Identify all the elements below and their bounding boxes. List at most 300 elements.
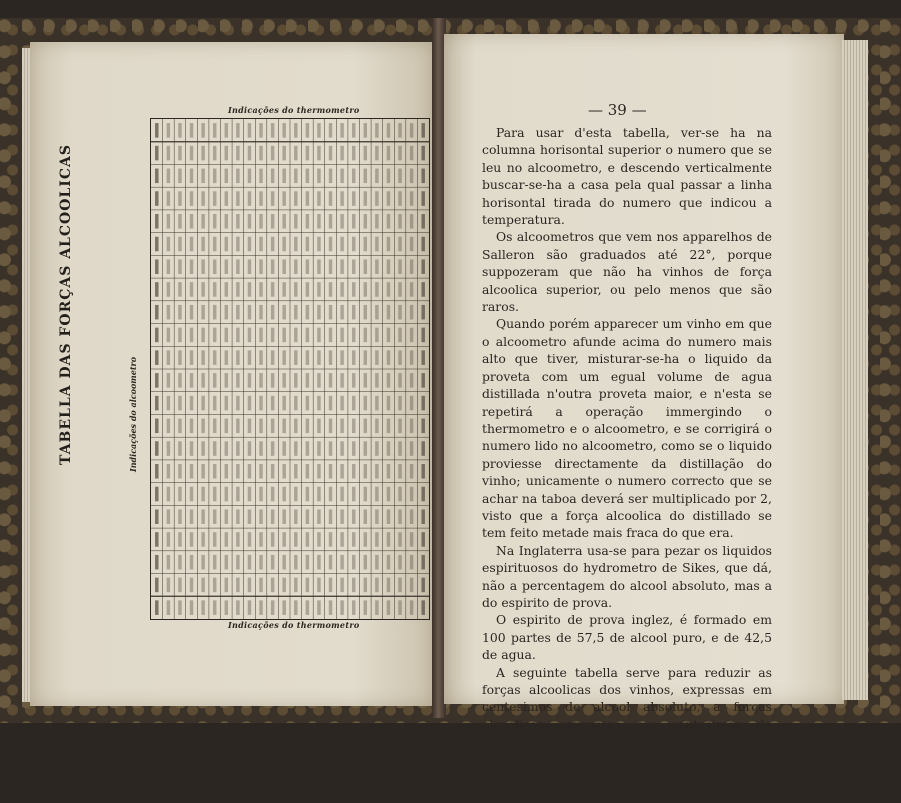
table-cell-print xyxy=(225,509,228,524)
table-cell-print xyxy=(248,373,251,388)
table-cell-print xyxy=(178,259,181,274)
table-cell-print xyxy=(167,305,170,320)
table-cell-print xyxy=(282,214,285,229)
table-cell-print xyxy=(155,123,158,138)
table-cell-print xyxy=(282,328,285,343)
paragraph: Para usar d'esta tabella, ver-se ha na columna horisontal superior o numero que se leu no alcoometro, e descendo verticalmente buscar-se-ha a casa pela qual passar a linha horisontal tirada do numero que indicou a temperatura. xyxy=(482,125,772,228)
table-cell-print xyxy=(225,282,228,297)
table-cell-print xyxy=(387,259,390,274)
table-cell-print xyxy=(340,328,343,343)
table-cell-print xyxy=(201,419,204,434)
table-cell-print xyxy=(190,532,193,547)
table-cell-print xyxy=(213,350,216,365)
table-cell-print xyxy=(306,328,309,343)
table-cell-print xyxy=(190,305,193,320)
table-cell-print xyxy=(364,191,367,206)
table-cell-print xyxy=(190,487,193,502)
table-cell-print xyxy=(178,555,181,570)
table-cell-print xyxy=(167,532,170,547)
table-cell-print xyxy=(271,123,274,138)
table-cell-print xyxy=(375,509,378,524)
table-cell-print xyxy=(259,214,262,229)
table-cell-print xyxy=(421,487,424,502)
paragraph: Na Inglaterra usa-se para pezar os liquidos espirituosos do hydrometro de Sikes, que dá, não a percentagem do alcool absoluto, mas a do espirito de prova. xyxy=(482,542,772,610)
table-cell-print xyxy=(294,396,297,411)
table-cell-print xyxy=(155,600,158,615)
table-cell-print xyxy=(201,600,204,615)
table-cell-print xyxy=(213,555,216,570)
table-cell-print xyxy=(294,373,297,388)
table-cell-print xyxy=(155,237,158,252)
table-cell-print xyxy=(225,600,228,615)
table-cell-print xyxy=(213,146,216,161)
table-cell-print xyxy=(167,328,170,343)
table-cell-print xyxy=(225,146,228,161)
table-cell-print xyxy=(282,191,285,206)
table-cell-print xyxy=(236,555,239,570)
table-cell-print xyxy=(155,305,158,320)
table-cell-print xyxy=(236,487,239,502)
table-cell-print xyxy=(317,487,320,502)
table-cell-print xyxy=(282,305,285,320)
table-cell-print xyxy=(282,600,285,615)
table-cell-print xyxy=(364,169,367,184)
table-cell-print xyxy=(155,509,158,524)
table-cell-print xyxy=(410,169,413,184)
table-cell-print xyxy=(375,532,378,547)
table-cell-print xyxy=(352,600,355,615)
table-cell-print xyxy=(248,214,251,229)
table-cell-print xyxy=(398,305,401,320)
table-cell-print xyxy=(387,396,390,411)
table-cell-print xyxy=(236,373,239,388)
table-cell-print xyxy=(329,305,332,320)
table-cell-print xyxy=(155,282,158,297)
table-cell-print xyxy=(213,282,216,297)
table-cell-print xyxy=(306,350,309,365)
table-cell-print xyxy=(375,328,378,343)
table-cell-print xyxy=(259,328,262,343)
table-cell-print xyxy=(306,578,309,593)
table-cell-print xyxy=(317,146,320,161)
table-cell-print xyxy=(398,169,401,184)
table-cell-print xyxy=(282,509,285,524)
table-cell-print xyxy=(282,441,285,456)
table-cell-print xyxy=(364,350,367,365)
table-cell-print xyxy=(375,214,378,229)
table-cell-print xyxy=(352,578,355,593)
table-cell-print xyxy=(340,350,343,365)
table-cell-print xyxy=(421,396,424,411)
table-cell-print xyxy=(398,328,401,343)
table-cell-print xyxy=(259,259,262,274)
table-cell-print xyxy=(248,146,251,161)
table-cell-print xyxy=(421,578,424,593)
table-cell-print xyxy=(282,169,285,184)
table-cell-print xyxy=(294,328,297,343)
table-cell-print xyxy=(259,305,262,320)
paragraph: A tabella foi organisada até ao grau 35, porque não ha vinho por mais alcoolico que exceda esta força. xyxy=(482,751,772,802)
table-cell-print xyxy=(213,214,216,229)
table-cell-print xyxy=(375,169,378,184)
table-cell-print xyxy=(364,396,367,411)
table-cell-print xyxy=(259,464,262,479)
table-cell-print xyxy=(225,305,228,320)
table-cell-print xyxy=(213,237,216,252)
table-cell-print xyxy=(271,328,274,343)
table-cell-print xyxy=(201,464,204,479)
table-cell-print xyxy=(317,191,320,206)
table-cell-print xyxy=(225,555,228,570)
table-cell-print xyxy=(282,487,285,502)
table-cell-print xyxy=(306,282,309,297)
table-cell-print xyxy=(340,237,343,252)
table-cell-print xyxy=(248,350,251,365)
table-cell-print xyxy=(352,282,355,297)
table-cell-print xyxy=(259,419,262,434)
table-cell-print xyxy=(178,419,181,434)
table-cell-print xyxy=(190,464,193,479)
table-cell-print xyxy=(155,146,158,161)
table-cell-print xyxy=(364,146,367,161)
table-cell-print xyxy=(259,509,262,524)
table-cell-print xyxy=(271,259,274,274)
table-cell-print xyxy=(248,555,251,570)
table-cell-print xyxy=(294,509,297,524)
table-cell-print xyxy=(387,441,390,456)
table-cell-print xyxy=(155,441,158,456)
table-cell-print xyxy=(352,191,355,206)
table-cell-print xyxy=(271,555,274,570)
table-cell-print xyxy=(178,396,181,411)
table-cell-print xyxy=(155,259,158,274)
table-cell-print xyxy=(421,214,424,229)
table-cell-print xyxy=(421,373,424,388)
table-cell-print xyxy=(329,373,332,388)
table-cell-print xyxy=(155,419,158,434)
table-cell-print xyxy=(236,600,239,615)
table-cell-print xyxy=(155,373,158,388)
table-cell-print xyxy=(329,555,332,570)
table-cell-print xyxy=(167,578,170,593)
table-cell-print xyxy=(236,237,239,252)
table-cell-print xyxy=(271,373,274,388)
table-cell-print xyxy=(282,259,285,274)
table-cell-print xyxy=(329,509,332,524)
table-cell-print xyxy=(225,123,228,138)
table-cell-print xyxy=(387,305,390,320)
table-cell-print xyxy=(387,191,390,206)
table-cell-print xyxy=(329,328,332,343)
table-cell-print xyxy=(190,123,193,138)
table-cell-print xyxy=(248,509,251,524)
table-cell-print xyxy=(317,305,320,320)
table-cell-print xyxy=(340,214,343,229)
table-cell-print xyxy=(306,487,309,502)
table-cell-print xyxy=(178,441,181,456)
table-cell-print xyxy=(225,191,228,206)
table-cell-print xyxy=(317,555,320,570)
table-cell-print xyxy=(317,328,320,343)
table-cell-print xyxy=(259,282,262,297)
table-cell-print xyxy=(421,282,424,297)
table-cell-print xyxy=(410,237,413,252)
table-grid xyxy=(151,119,429,619)
table-cell-print xyxy=(352,487,355,502)
table-cell-print xyxy=(340,555,343,570)
table-cell-print xyxy=(213,487,216,502)
table-cell-print xyxy=(201,146,204,161)
table-cell-print xyxy=(236,214,239,229)
table-cell-print xyxy=(236,146,239,161)
table-cell-print xyxy=(398,509,401,524)
table-cell-print xyxy=(352,214,355,229)
table-cell-print xyxy=(271,509,274,524)
table-cell-print xyxy=(201,169,204,184)
table-cell-print xyxy=(225,464,228,479)
table-cell-print xyxy=(225,373,228,388)
table-cell-print xyxy=(178,600,181,615)
table-cell-print xyxy=(294,441,297,456)
table-cell-print xyxy=(352,350,355,365)
table-cell-print xyxy=(201,259,204,274)
table-cell-print xyxy=(329,169,332,184)
table-cell-print xyxy=(410,328,413,343)
table-cell-print xyxy=(340,259,343,274)
table-cell-print xyxy=(294,555,297,570)
table-cell-print xyxy=(398,578,401,593)
table-cell-print xyxy=(190,146,193,161)
table-cell-print xyxy=(236,328,239,343)
table-cell-print xyxy=(225,396,228,411)
table-cell-print xyxy=(329,532,332,547)
table-cell-print xyxy=(387,328,390,343)
table-cell-print xyxy=(387,532,390,547)
table-cell-print xyxy=(225,169,228,184)
table-cell-print xyxy=(248,305,251,320)
table-cell-print xyxy=(421,146,424,161)
table-cell-print xyxy=(317,600,320,615)
table-cell-print xyxy=(236,259,239,274)
table-cell-print xyxy=(329,214,332,229)
table-cell-print xyxy=(213,191,216,206)
table-cell-print xyxy=(294,282,297,297)
table-cell-print xyxy=(387,123,390,138)
table-cell-print xyxy=(352,169,355,184)
table-cell-print xyxy=(306,464,309,479)
table-cell-print xyxy=(421,328,424,343)
table-cell-print xyxy=(155,191,158,206)
table-cell-print xyxy=(398,419,401,434)
table-cell-print xyxy=(317,532,320,547)
table-cell-print xyxy=(317,282,320,297)
table-cell-print xyxy=(248,487,251,502)
table-cell-print xyxy=(190,282,193,297)
table-cell-print xyxy=(340,396,343,411)
table-cell-print xyxy=(178,487,181,502)
table-cell-print xyxy=(398,146,401,161)
table-cell-print xyxy=(352,396,355,411)
table-cell-print xyxy=(364,328,367,343)
table-cell-print xyxy=(201,282,204,297)
table-cell-print xyxy=(201,396,204,411)
table-cell-print xyxy=(178,350,181,365)
table-cell-print xyxy=(190,237,193,252)
table-cell-print xyxy=(387,578,390,593)
table-cell-print xyxy=(201,441,204,456)
table-cell-print xyxy=(387,214,390,229)
table-cell-print xyxy=(282,578,285,593)
table-cell-print xyxy=(167,259,170,274)
page-edges-right xyxy=(842,40,868,700)
table-cell-print xyxy=(167,373,170,388)
table-cell-print xyxy=(178,214,181,229)
table-cell-print xyxy=(190,578,193,593)
table-cell-print xyxy=(317,464,320,479)
table-cell-print xyxy=(340,464,343,479)
table-cell-print xyxy=(259,600,262,615)
table-cell-print xyxy=(225,328,228,343)
table-cell-print xyxy=(271,237,274,252)
table-cell-print xyxy=(213,509,216,524)
table-cell-print xyxy=(294,487,297,502)
table-cell-print xyxy=(387,487,390,502)
table-cell-print xyxy=(271,282,274,297)
table-cell-print xyxy=(375,419,378,434)
table-cell-print xyxy=(410,509,413,524)
table-cell-print xyxy=(306,214,309,229)
table-cell-print xyxy=(387,373,390,388)
table-cell-print xyxy=(340,487,343,502)
table-cell-print xyxy=(410,532,413,547)
table-cell-print xyxy=(294,214,297,229)
table-cell-print xyxy=(282,350,285,365)
table-cell-print xyxy=(317,578,320,593)
table-cell-print xyxy=(201,555,204,570)
table-cell-print xyxy=(306,237,309,252)
table-cell-print xyxy=(375,396,378,411)
table-cell-print xyxy=(248,328,251,343)
table-cell-print xyxy=(236,532,239,547)
table-cell-print xyxy=(340,532,343,547)
table-cell-print xyxy=(398,555,401,570)
table-cell-print xyxy=(190,509,193,524)
table-cell-print xyxy=(329,578,332,593)
table-cell-print xyxy=(282,419,285,434)
table-cell-print xyxy=(364,214,367,229)
table-cell-print xyxy=(375,191,378,206)
table-cell-print xyxy=(213,532,216,547)
table-cell-print xyxy=(155,532,158,547)
table-cell-print xyxy=(259,237,262,252)
table-cell-print xyxy=(236,509,239,524)
table-cell-print xyxy=(317,237,320,252)
table-cell-print xyxy=(259,350,262,365)
table-cell-print xyxy=(259,146,262,161)
table-cell-print xyxy=(167,123,170,138)
table-cell-print xyxy=(167,169,170,184)
table-cell-print xyxy=(190,419,193,434)
table-cell-print xyxy=(248,191,251,206)
alcoometer-label: Indicações do alcoometro xyxy=(128,356,138,472)
table-cell-print xyxy=(155,350,158,365)
table-cell-print xyxy=(364,600,367,615)
table-cell-print xyxy=(190,600,193,615)
table-cell-print xyxy=(329,259,332,274)
table-cell-print xyxy=(213,396,216,411)
table-cell-print xyxy=(190,259,193,274)
table-cell-print xyxy=(167,214,170,229)
table-cell-print xyxy=(387,509,390,524)
table-cell-print xyxy=(352,509,355,524)
table-cell-print xyxy=(340,441,343,456)
table-cell-print xyxy=(364,487,367,502)
table-cell-print xyxy=(155,487,158,502)
table-cell-print xyxy=(259,169,262,184)
table-cell-print xyxy=(259,441,262,456)
table-cell-print xyxy=(387,169,390,184)
table-cell-print xyxy=(201,305,204,320)
table-cell-print xyxy=(421,441,424,456)
table-cell-print xyxy=(421,419,424,434)
table-cell-print xyxy=(421,259,424,274)
table-cell-print xyxy=(375,305,378,320)
table-cell-print xyxy=(352,146,355,161)
table-cell-print xyxy=(271,464,274,479)
table-cell-print xyxy=(398,373,401,388)
table-cell-print xyxy=(375,282,378,297)
table-cell-print xyxy=(306,123,309,138)
table-cell-print xyxy=(213,600,216,615)
table-cell-print xyxy=(375,464,378,479)
table-cell-print xyxy=(421,555,424,570)
table-cell-print xyxy=(364,464,367,479)
table-cell-print xyxy=(225,532,228,547)
table-cell-print xyxy=(410,146,413,161)
table-cell-print xyxy=(236,305,239,320)
table-cell-print xyxy=(410,259,413,274)
table-cell-print xyxy=(248,578,251,593)
table-cell-print xyxy=(352,373,355,388)
table-cell-print xyxy=(421,169,424,184)
table-cell-print xyxy=(375,237,378,252)
table-cell-print xyxy=(421,191,424,206)
table-cell-print xyxy=(178,169,181,184)
table-cell-print xyxy=(410,441,413,456)
table-cell-print xyxy=(387,555,390,570)
table-cell-print xyxy=(225,419,228,434)
table-cell-print xyxy=(201,237,204,252)
table-cell-print xyxy=(387,146,390,161)
table-cell-print xyxy=(317,169,320,184)
table-cell-print xyxy=(201,350,204,365)
table-cell-print xyxy=(317,373,320,388)
table-cell-print xyxy=(213,419,216,434)
table-cell-print xyxy=(201,191,204,206)
table-cell-print xyxy=(398,487,401,502)
table-cell-print xyxy=(213,123,216,138)
table-cell-print xyxy=(294,600,297,615)
table-title: TABELLA DAS FORÇAS ALCOOLICAS xyxy=(58,144,74,465)
table-cell-print xyxy=(329,123,332,138)
table-cell-print xyxy=(410,419,413,434)
table-cell-print xyxy=(398,191,401,206)
table-cell-print xyxy=(282,555,285,570)
table-cell-print xyxy=(190,350,193,365)
table-cell-print xyxy=(248,419,251,434)
table-cell-print xyxy=(282,464,285,479)
table-cell-print xyxy=(398,214,401,229)
